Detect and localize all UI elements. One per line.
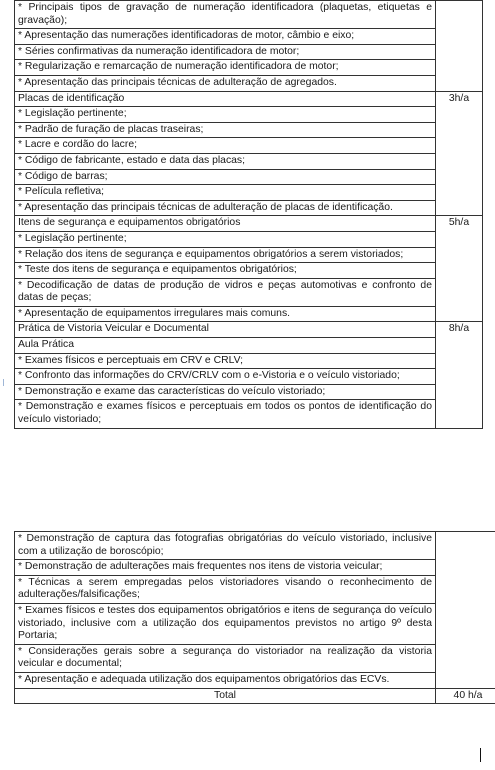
table-row: [15, 200, 483, 216]
topic-cell: * Apresentação das principais técnicas de adulteração de placas de identificação.: [15, 200, 436, 216]
topic-cell: * Séries confirmativas da numeração identificadora de motor;: [15, 44, 436, 60]
page-edge-mark: [480, 748, 481, 762]
table-row: [15, 263, 483, 279]
topic-cell: * Decodificação de datas de produção de vidros e peças automotivas e confronto de datas de peças;: [15, 278, 436, 306]
topic-cell: * Confronto das informações do CRV/CRLV com o e-Vistoria e o veículo vistoriado;: [15, 369, 436, 385]
topic-cell: * Código de fabricante, estado e data das placas;: [15, 153, 436, 169]
table-row: [15, 672, 495, 688]
topic-cell: * Apresentação de equipamentos irregulares mais comuns.: [15, 306, 436, 322]
table-row: [15, 575, 495, 603]
topic-cell: * Exames físicos e testes dos equipamentos obrigatórios e itens de segurança do veículo vistoriado, inclusive com a utilização dos equipamentos previstos no artigo 9º desta Portaria;: [15, 603, 436, 644]
table-row: [15, 169, 483, 185]
table-row: [15, 107, 483, 123]
topic-cell: * Código de barras;: [15, 169, 436, 185]
topic-cell: * Técnicas a serem empregadas pelos vistoriadores visando o reconhecimento de adulterações/falsificações;: [15, 575, 436, 603]
table-row: [15, 400, 483, 428]
table-row: [15, 644, 495, 672]
table-row: [15, 153, 483, 169]
topic-cell: Placas de identificação: [15, 91, 436, 107]
table-row: [15, 278, 483, 306]
topic-cell: * Demonstração e exames físicos e perceptuais em todos os pontos de identificação do veículo vistoriado;: [15, 400, 436, 428]
course-table-part-1: [14, 0, 483, 429]
hours-cell: 8h/a: [436, 322, 483, 428]
total-row: [15, 688, 495, 704]
topic-cell: Itens de segurança e equipamentos obrigatórios: [15, 216, 436, 232]
topic-cell: * Película refletiva;: [15, 185, 436, 201]
topic-cell: * Lacre e cordão do lacre;: [15, 138, 436, 154]
table-row: [15, 1, 483, 29]
topic-cell: * Considerações gerais sobre a segurança do vistoriador na realização da vistoria veicular e documental;: [15, 644, 436, 672]
topic-cell: * Relação dos itens de segurança e equipamentos obrigatórios a serem vistoriados;: [15, 247, 436, 263]
total-hours: 40 h/a: [436, 688, 495, 704]
topic-cell: * Apresentação das principais técnicas de adulteração de agregados.: [15, 75, 436, 91]
table-row: [15, 353, 483, 369]
table-row: [15, 75, 483, 91]
topic-cell: * Regularização e remarcação de numeração identificadora de motor;: [15, 60, 436, 76]
table-row: [15, 369, 483, 385]
table-row: [15, 185, 483, 201]
table-row: [15, 91, 483, 107]
topic-cell: * Apresentação e adequada utilização dos equipamentos obrigatórios das ECVs.: [15, 672, 436, 688]
table-row: [15, 231, 483, 247]
topic-cell: * Exames físicos e perceptuais em CRV e CRLV;: [15, 353, 436, 369]
topic-cell: * Padrão de furação de placas traseiras;: [15, 122, 436, 138]
topic-cell: * Legislação pertinente;: [15, 231, 436, 247]
table-row: [15, 603, 495, 644]
table-row: [15, 532, 495, 560]
course-table-part-2-body: [15, 532, 495, 689]
total-label: Total: [15, 688, 436, 704]
topic-cell: Prática de Vistoria Veicular e Documental: [15, 322, 436, 338]
hours-cell: 5h/a: [436, 216, 483, 322]
table-row: [15, 306, 483, 322]
table-row: [15, 216, 483, 232]
table-row: [15, 560, 495, 576]
topic-cell: * Principais tipos de gravação de numeração identificadora (plaquetas, etiquetas e gravação);: [15, 1, 436, 29]
hours-cell: [436, 532, 495, 689]
course-table-part-1-body: [15, 1, 483, 429]
topic-cell: * Apresentação das numerações identificadoras de motor, câmbio e eixo;: [15, 29, 436, 45]
topic-cell: Aula Prática: [15, 338, 436, 354]
topic-cell: * Demonstração de captura das fotografias obrigatórias do veículo vistoriado, inclusive com a utilização de boroscópio;: [15, 532, 436, 560]
table-row: [15, 338, 483, 354]
table-row: [15, 44, 483, 60]
margin-mark: [3, 379, 4, 386]
course-table-part-2: [14, 531, 495, 704]
table-row: [15, 122, 483, 138]
table-row: [15, 29, 483, 45]
topic-cell: * Teste dos itens de segurança e equipamentos obrigatórios;: [15, 263, 436, 279]
table-row: [15, 322, 483, 338]
table-row: [15, 138, 483, 154]
hours-cell: [436, 1, 483, 92]
topic-cell: * Legislação pertinente;: [15, 107, 436, 123]
topic-cell: * Demonstração e exame das características do veículo vistoriado;: [15, 384, 436, 400]
hours-cell: 3h/a: [436, 91, 483, 216]
table-row: [15, 247, 483, 263]
table-row: [15, 60, 483, 76]
topic-cell: * Demonstração de adulterações mais frequentes nos itens de vistoria veicular;: [15, 560, 436, 576]
table-row: [15, 384, 483, 400]
